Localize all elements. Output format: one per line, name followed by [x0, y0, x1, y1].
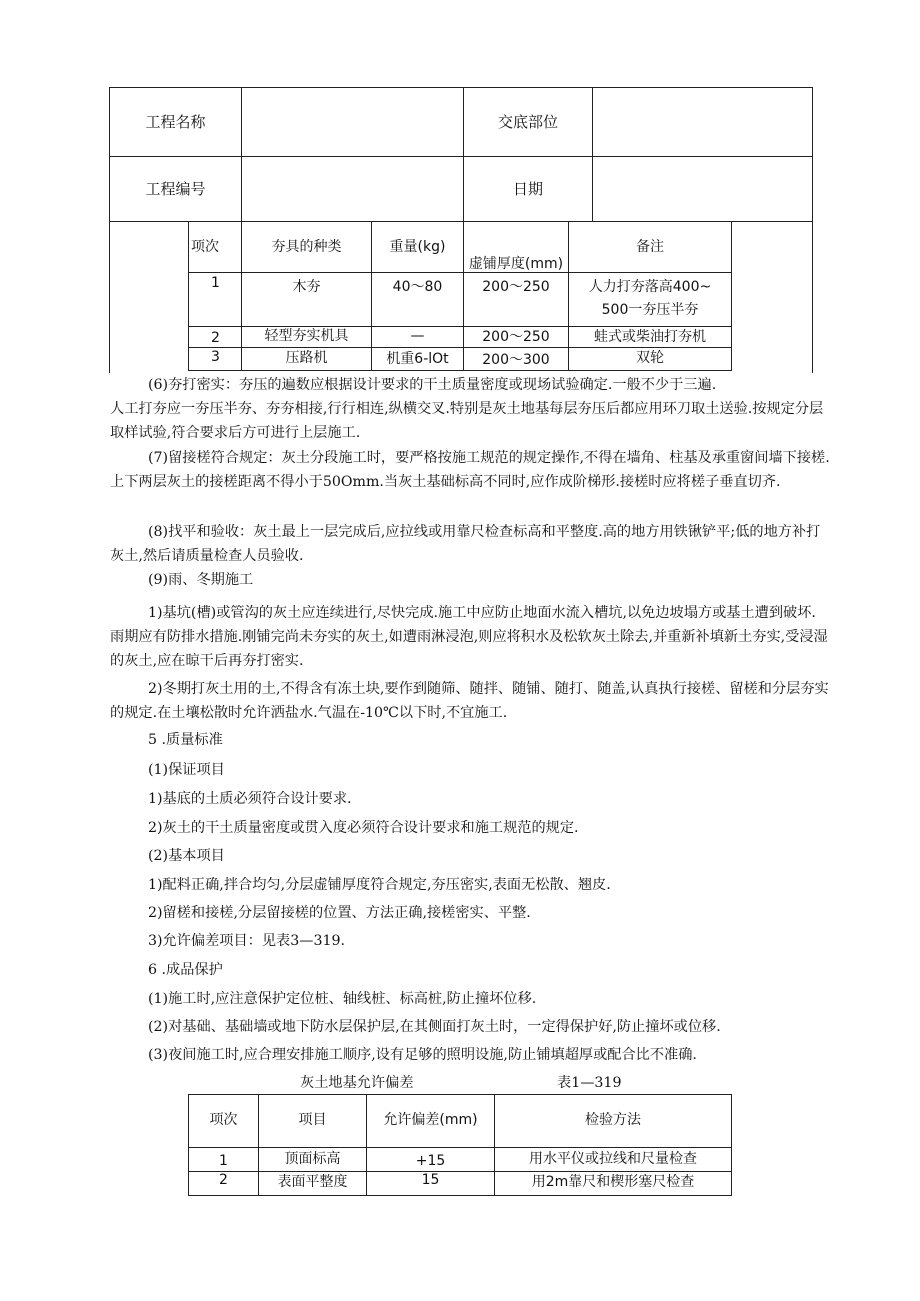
section-5-2-2: 2)留槎和接槎,分层留接槎的位置、方法正确,接槎密实、平整. [148, 905, 531, 921]
section-5-1: (1)保证项目 [148, 762, 225, 778]
section-5-2-1: 1)配料正确,拌合均匀,分层虚铺厚度符合规定,夯压密实,表面无松散、翘皮. [148, 877, 611, 893]
paragraph-7-text: (7)留接槎符合规定：灰土分段施工时，要严格按施工规范的规定操作,不得在墙角、柱基及承重窗间墙下接槎.上下两层灰土的接槎距离不得小于50Omm.当灰土基础标高不同时,应作成阶梯形.接槎时应将槎子垂直切齐. [110, 450, 830, 490]
section-5-1-2: 2)灰土的干土质量密度或贯入度必须符合设计要求和施工规范的规定. [148, 820, 579, 836]
paragraph-9-1-text: 1)基坑(槽)或管沟的灰土应连续进行,尽快完成.施工中应防止地面水流入槽坑,以免边坡塌方或基土遭到破坏.雨期应有防排水措施.刚铺完尚未夯实的灰土,如遭雨淋浸泡,则应将积水及松软灰土除去,并重新补填新土夯实,受浸湿的灰土,应在晾干后再夯打密实. [110, 605, 828, 669]
paragraph-6 [110, 373, 830, 445]
section-5-2-3: 3)允许偏差项目：见表3—319. [148, 933, 346, 949]
table-row-cell: 表面平整度 [277, 1174, 348, 1190]
paragraph-9-2 [110, 677, 830, 725]
project-name-value[interactable] [242, 88, 462, 156]
table-row-cell: — [410, 328, 425, 344]
table-row-cell: 轻型夯实机具 [264, 328, 349, 344]
paragraph-6-a: (6)夯打密实：夯压的遍数应根据设计要求的干土质量密度或现场试验确定.一般不少于三遍. [148, 377, 717, 393]
paragraph-9-1 [110, 601, 830, 673]
paragraph-9-heading: (9)雨、冬期施工 [148, 572, 254, 588]
tamper-header-type: 夯具的种类 [271, 239, 342, 255]
project-name-label: 工程名称 [145, 113, 206, 131]
table-row-cell: 双轮 [636, 350, 664, 366]
table-row-cell: 用2m靠尺和楔形塞尺检查 [531, 1174, 695, 1190]
paragraph-6-b: 人工打夯应一夯压半夯、夯夯相接,行行相连,纵横交叉.特别是灰土地基每层夯压后都应用环刀取土送验.按规定分层取样试验,符合要求后方可进行上层施工. [110, 401, 824, 441]
table-row-cell: 200～300 [482, 352, 550, 368]
paragraph-7 [110, 446, 830, 494]
table-row-cell: 500一夯压半夯 [601, 302, 699, 318]
section-6-3: (3)夜间施工时,应合理安排施工顺序,设有足够的照明设施,防止铺填超厚或配合比不准确. [148, 1047, 697, 1063]
table-row-cell: 蛙式或柴油打夯机 [594, 329, 706, 345]
table-row-cell: 2 [211, 330, 220, 346]
table-row-cell: 3 [211, 349, 220, 365]
tamper-header-weight: 重量(kg) [389, 239, 446, 255]
table-row-cell: 1 [219, 1153, 228, 1169]
location-value[interactable] [593, 88, 812, 156]
tamper-header-thickness: 虚铺厚度(mm) [468, 256, 564, 272]
tolerance-table-number: 表1—319 [557, 1075, 622, 1091]
table-row-cell: 压路机 [285, 350, 328, 366]
section-5-heading: 5 .质量标准 [148, 732, 223, 748]
section-5-1-1: 1)基底的土质必须符合设计要求. [148, 791, 352, 807]
tolerance-header-item: 项目 [298, 1112, 327, 1128]
table-row-cell: 15 [421, 1172, 440, 1188]
table-row-cell: 机重6-lOt [386, 351, 449, 367]
table-row-cell: 1 [211, 275, 220, 291]
tolerance-header-no: 项次 [209, 1112, 238, 1128]
tamper-header-no: 项次 [191, 239, 219, 255]
tolerance-table-title: 灰土地基允许偏差 [300, 1075, 414, 1091]
paragraph-8 [110, 520, 830, 568]
section-5-2: (2)基本项目 [148, 848, 225, 864]
location-label: 交底部位 [497, 113, 558, 131]
table-row-cell: 人力打夯落高400~ [588, 279, 712, 295]
table-row-cell: 木夯 [292, 279, 321, 295]
paragraph-9-2-text: 2)冬期打灰土用的土,不得含有冻土块,要作到随筛、随拌、随铺、随打、随盖,认真执行接槎、留槎和分层夯实的规定.在土壤松散时允许洒盐水.气温在-10℃以下时,不宜施工. [110, 681, 829, 721]
section-6-1: (1)施工时,应注意保护定位桩、轴线桩、标高桩,防止撞坏位移. [148, 991, 537, 1007]
project-no-value[interactable] [242, 157, 462, 221]
section-6-heading: 6 .成品保护 [148, 962, 223, 978]
tamper-header-remark: 备注 [636, 239, 664, 255]
tolerance-header-deviation: 允许偏差(mm) [383, 1112, 478, 1128]
table-row-cell: 顶面标高 [284, 1151, 341, 1167]
date-label: 日期 [512, 180, 543, 198]
date-value[interactable] [593, 157, 812, 221]
section-6-2: (2)对基础、基础墙或地下防水层保护层,在其侧面打灰土时，一定得保护好,防止撞坏或位移. [148, 1019, 721, 1035]
table-row-cell: 用水平仪或拉线和尺量检查 [529, 1151, 697, 1167]
table-row-cell: 200～250 [482, 279, 550, 295]
project-no-label: 工程编号 [145, 180, 206, 198]
table-row-cell: +15 [415, 1153, 446, 1169]
tolerance-header-method: 检验方法 [585, 1112, 641, 1128]
table-row-cell: 2 [219, 1172, 228, 1188]
table-row-cell: 200～250 [482, 329, 550, 345]
table-row-cell: 40～80 [392, 279, 443, 295]
paragraph-8-text: (8)找平和验收：灰土最上一层完成后,应拉线或用靠尺检查标高和平整度.高的地方用铁锹铲平;低的地方补打灰土,然后请质量检查人员验收. [110, 524, 821, 564]
